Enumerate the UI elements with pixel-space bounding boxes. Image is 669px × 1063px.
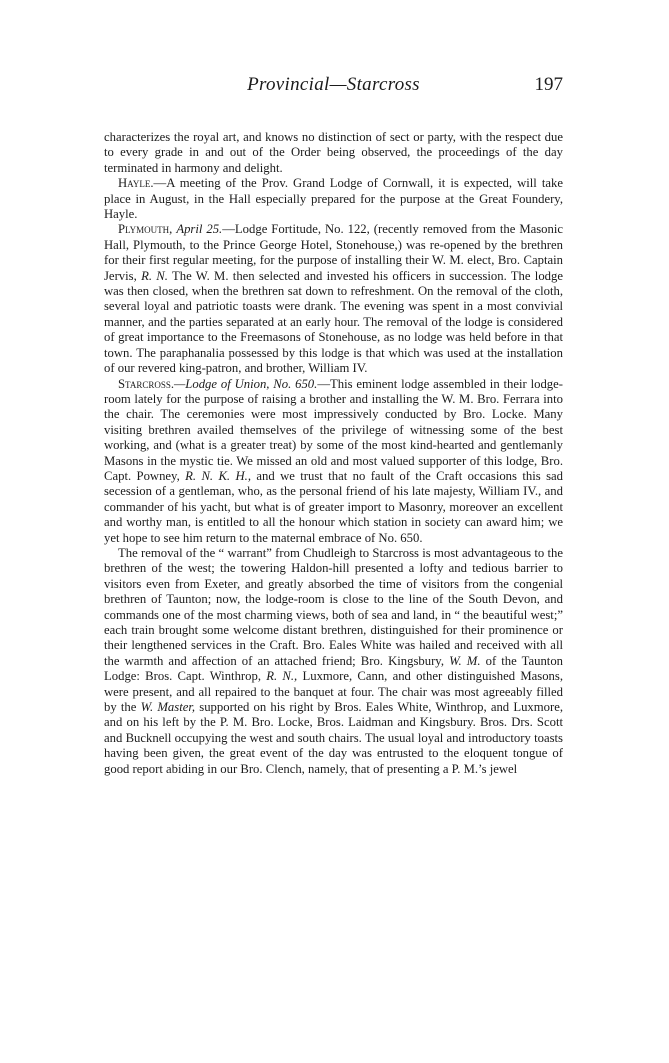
paragraph-text: The W. M. then selected and invested his officers in succession. The lodge was then closed, when the brethren sat down to refreshment. On the removal of the cloth, several loyal and patriotic toasts were drank. The evening was spent in a most convivial manner, and the parties separated at an early hour. The removal of the lodge is considered of great importance to the Freemasons of Stonehouse, as no lodge was held before in that town. The paraphanalia possessed by this lodge is that which was used at the installation of our revered king-patron, and brother, William IV. xyxy=(104,268,563,376)
paragraph-warrant xyxy=(104,546,563,777)
lodge-name: —Lodge of Union, No. 650. xyxy=(174,376,318,391)
paragraph-text: characterizes the royal art, and knows no distinction of sect or party, with the respect due to every grade in and out of the Order being observed, the proceedings of the day terminated in harmony and delight. xyxy=(104,130,563,175)
page-number: 197 xyxy=(534,74,563,95)
paragraph-text: Luxmore, Cann, and other distinguished Masons, were present, and all repaired to the banquet at four. The chair was most agreeably filled by the xyxy=(104,669,564,715)
date-plymouth: April 25. xyxy=(176,222,223,237)
page-body xyxy=(104,130,563,777)
title-rnkh: R. N. K. H., xyxy=(185,468,251,483)
paragraph-hayle xyxy=(104,176,563,222)
paragraph-text: —This eminent lodge assembled in their lodge-room lately for the purpose of raising a brother and installing the W. M. Bro. Ferrara into the chair. The ceremonies were most impressively conducted by Bro. Locke. Many visiting brethren availed themselves of the privilege of witnessing some of the best working, and (what is a greater treat) by some of the most kind-hearted and gentlemanly Masons in the mystic tie. We missed an old and most valued supporter of this lodge, Bro. Capt. Powney, xyxy=(104,376,563,483)
paragraph-text: —Lodge Fortitude, No. 122, (recently removed from the Masonic Hall, Plymouth, to the Prince George Hotel, Stonehouse,) was re-opened by the brethren for their first regular meeting, for the purpose of installing their W. M. elect, Bro. Captain Jervis, xyxy=(104,222,564,283)
paragraph-text: The removal of the “ warrant” from Chudleigh to Starcross is most advantageous to the brethren of the west; the towering Haldon-hill presented a lofty and tedious barrier to visitors even from Exeter, and greatly absorbed the time of visitors from the congenial brethren of Taunton; now, the lodge-room is close to the line of the South Devon, and commands one of the most charming views, both of sea and land, in “ the beautiful west;” each train brought some welcome distant brethren, distinguished for their prominence or their lengthened services in the Craft. Bro. Eales White was hailed and received with all the warmth and affection of an attached friend; Bro. Kingsbury, xyxy=(104,545,563,668)
page-header xyxy=(104,70,563,100)
paragraph-text: of the Taunton Lodge: Bros. Capt. Winthrop, xyxy=(104,653,564,684)
place-heading-plymouth: Plymouth, xyxy=(118,222,173,237)
paragraph-plymouth xyxy=(104,222,563,376)
title-rn: R. N., xyxy=(266,669,298,684)
paragraph-starcross xyxy=(104,377,563,546)
title-wmaster: W. Master, xyxy=(140,700,196,715)
title-wm: W. M. xyxy=(449,653,481,668)
paragraph-text: and we trust that no fault of the Craft occasions this sad secession of a gentleman, who, as the personal friend of his late majesty, William IV., and commander of his yacht, but what is of greater import to Masonry, moreover an excellent and worthy man, is entitled to all the honour which station in society can award him; we yet hope to see him return to the maternal embrace of No. 650. xyxy=(104,468,563,545)
paragraph-text: —A meeting of the Prov. Grand Lodge of Cornwall, it is expected, will take place in August, in the Hall especially prepared for the purpose at the Great Foundery, Hayle. xyxy=(104,176,563,222)
title-rn: R. N. xyxy=(141,268,168,283)
place-heading-hayle: Hayle. xyxy=(118,176,154,191)
paragraph-continuation xyxy=(104,130,563,176)
running-title: Provincial—Starcross xyxy=(247,74,420,95)
paragraph-text: supported on his right by Bros. Eales White, Winthrop, and Luxmore, and on his left by the P. M. Bro. Locke, Bros. Laidman and Kingsbury. Bros. Drs. Scott and Bucknell occupying the west and south chairs. The usual loyal and introductory toasts having been given, the great event of the day was entrusted to the eloquent tongue of good report abiding in our Bro. Clench, namely, that of presenting a P. M.’s jewel xyxy=(104,700,564,776)
place-heading-starcross: Starcross. xyxy=(118,376,175,391)
